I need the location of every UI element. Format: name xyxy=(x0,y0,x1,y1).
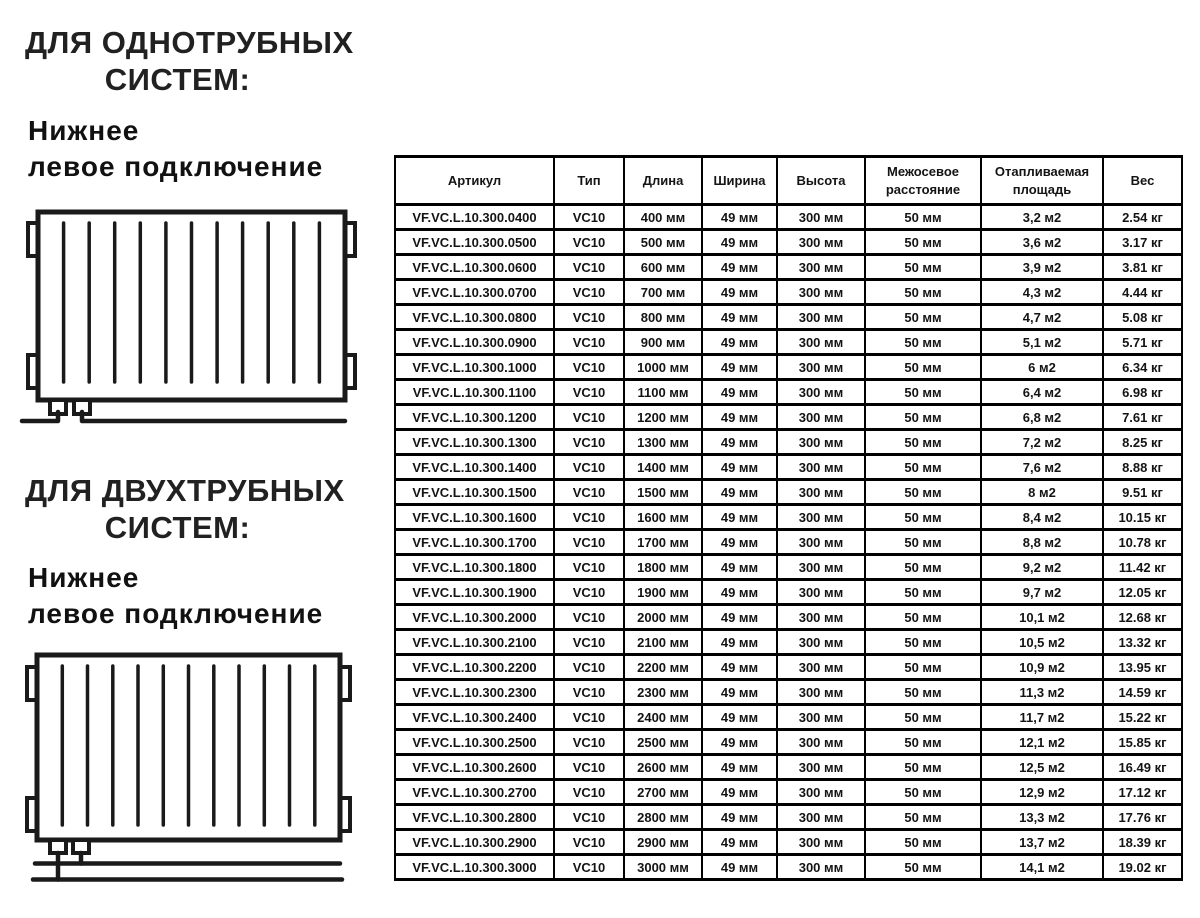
cell-weight: 17.76 кг xyxy=(1103,805,1182,830)
cell-width: 49 мм xyxy=(702,780,777,805)
cell-height: 300 мм xyxy=(777,255,865,280)
cell-weight: 4.44 кг xyxy=(1103,280,1182,305)
heading-line: СИСТЕМ: xyxy=(104,62,251,97)
cell-length: 1800 мм xyxy=(624,555,702,580)
cell-length: 600 мм xyxy=(624,255,702,280)
cell-type: VC10 xyxy=(554,605,624,630)
cell-heated-area: 6,8 м2 xyxy=(981,405,1103,430)
cell-length: 2800 мм xyxy=(624,805,702,830)
cell-height: 300 мм xyxy=(777,655,865,680)
cell-axle-distance: 50 мм xyxy=(865,305,981,330)
cell-axle-distance: 50 мм xyxy=(865,805,981,830)
subtitle-line: Нижнее xyxy=(28,562,140,593)
cell-axle-distance: 50 мм xyxy=(865,205,981,230)
cell-length: 1400 мм xyxy=(624,455,702,480)
cell-height: 300 мм xyxy=(777,530,865,555)
cell-article: VF.VC.L.10.300.0900 xyxy=(395,330,554,355)
cell-width: 49 мм xyxy=(702,530,777,555)
subtitle-line: левое подключение xyxy=(28,598,324,629)
cell-article: VF.VC.L.10.300.2700 xyxy=(395,780,554,805)
column-header-length: Длина xyxy=(624,157,702,205)
cell-article: VF.VC.L.10.300.3000 xyxy=(395,855,554,880)
cell-length: 1900 мм xyxy=(624,580,702,605)
cell-heated-area: 14,1 м2 xyxy=(981,855,1103,880)
cell-height: 300 мм xyxy=(777,680,865,705)
table-row xyxy=(395,430,1182,455)
table-row xyxy=(395,330,1182,355)
cell-height: 300 мм xyxy=(777,580,865,605)
column-header-height: Высота xyxy=(777,157,865,205)
cell-axle-distance: 50 мм xyxy=(865,680,981,705)
cell-axle-distance: 50 мм xyxy=(865,780,981,805)
table-row xyxy=(395,555,1182,580)
cell-width: 49 мм xyxy=(702,480,777,505)
spec-table-header xyxy=(395,157,1182,205)
cell-type: VC10 xyxy=(554,705,624,730)
cell-length: 2200 мм xyxy=(624,655,702,680)
cell-width: 49 мм xyxy=(702,355,777,380)
spec-table-body xyxy=(395,205,1182,880)
cell-weight: 8.25 кг xyxy=(1103,430,1182,455)
cell-type: VC10 xyxy=(554,230,624,255)
cell-width: 49 мм xyxy=(702,655,777,680)
cell-heated-area: 9,7 м2 xyxy=(981,580,1103,605)
cell-weight: 10.15 кг xyxy=(1103,505,1182,530)
table-row xyxy=(395,755,1182,780)
cell-height: 300 мм xyxy=(777,430,865,455)
cell-width: 49 мм xyxy=(702,555,777,580)
cell-type: VC10 xyxy=(554,855,624,880)
cell-weight: 15.22 кг xyxy=(1103,705,1182,730)
cell-width: 49 мм xyxy=(702,580,777,605)
cell-length: 1500 мм xyxy=(624,480,702,505)
cell-axle-distance: 50 мм xyxy=(865,555,981,580)
cell-type: VC10 xyxy=(554,505,624,530)
cell-length: 400 мм xyxy=(624,205,702,230)
cell-article: VF.VC.L.10.300.2100 xyxy=(395,630,554,655)
table-row xyxy=(395,255,1182,280)
table-row xyxy=(395,580,1182,605)
cell-axle-distance: 50 мм xyxy=(865,380,981,405)
table-row xyxy=(395,730,1182,755)
cell-type: VC10 xyxy=(554,630,624,655)
cell-article: VF.VC.L.10.300.1600 xyxy=(395,505,554,530)
cell-heated-area: 5,1 м2 xyxy=(981,330,1103,355)
cell-heated-area: 7,6 м2 xyxy=(981,455,1103,480)
cell-axle-distance: 50 мм xyxy=(865,430,981,455)
cell-width: 49 мм xyxy=(702,855,777,880)
cell-heated-area: 3,9 м2 xyxy=(981,255,1103,280)
cell-weight: 9.51 кг xyxy=(1103,480,1182,505)
cell-width: 49 мм xyxy=(702,630,777,655)
cell-height: 300 мм xyxy=(777,830,865,855)
table-row xyxy=(395,305,1182,330)
cell-type: VC10 xyxy=(554,830,624,855)
cell-type: VC10 xyxy=(554,330,624,355)
cell-width: 49 мм xyxy=(702,280,777,305)
cell-width: 49 мм xyxy=(702,705,777,730)
cell-weight: 13.95 кг xyxy=(1103,655,1182,680)
cell-length: 2500 мм xyxy=(624,730,702,755)
cell-weight: 8.88 кг xyxy=(1103,455,1182,480)
cell-article: VF.VC.L.10.300.0600 xyxy=(395,255,554,280)
cell-length: 2300 мм xyxy=(624,680,702,705)
cell-heated-area: 13,7 м2 xyxy=(981,830,1103,855)
cell-width: 49 мм xyxy=(702,405,777,430)
cell-axle-distance: 50 мм xyxy=(865,280,981,305)
cell-length: 800 мм xyxy=(624,305,702,330)
cell-weight: 2.54 кг xyxy=(1103,205,1182,230)
cell-heated-area: 11,7 м2 xyxy=(981,705,1103,730)
cell-heated-area: 10,1 м2 xyxy=(981,605,1103,630)
cell-article: VF.VC.L.10.300.2900 xyxy=(395,830,554,855)
table-row xyxy=(395,655,1182,680)
cell-length: 2100 мм xyxy=(624,630,702,655)
subtitle-line: Нижнее xyxy=(28,115,140,146)
cell-width: 49 мм xyxy=(702,305,777,330)
cell-width: 49 мм xyxy=(702,730,777,755)
table-row xyxy=(395,705,1182,730)
cell-heated-area: 4,7 м2 xyxy=(981,305,1103,330)
cell-article: VF.VC.L.10.300.1300 xyxy=(395,430,554,455)
cell-length: 3000 мм xyxy=(624,855,702,880)
cell-heated-area: 6,4 м2 xyxy=(981,380,1103,405)
cell-weight: 17.12 кг xyxy=(1103,780,1182,805)
cell-height: 300 мм xyxy=(777,405,865,430)
cell-length: 1600 мм xyxy=(624,505,702,530)
cell-article: VF.VC.L.10.300.1900 xyxy=(395,580,554,605)
cell-article: VF.VC.L.10.300.1400 xyxy=(395,455,554,480)
cell-heated-area: 3,6 м2 xyxy=(981,230,1103,255)
cell-type: VC10 xyxy=(554,805,624,830)
table-row xyxy=(395,530,1182,555)
cell-type: VC10 xyxy=(554,580,624,605)
cell-weight: 12.68 кг xyxy=(1103,605,1182,630)
cell-type: VC10 xyxy=(554,355,624,380)
cell-axle-distance: 50 мм xyxy=(865,755,981,780)
cell-article: VF.VC.L.10.300.1800 xyxy=(395,555,554,580)
subtitle-line: левое подключение xyxy=(28,151,324,182)
spec-table xyxy=(394,155,1183,881)
cell-height: 300 мм xyxy=(777,755,865,780)
cell-height: 300 мм xyxy=(777,630,865,655)
supply-pipe xyxy=(82,412,345,421)
cell-article: VF.VC.L.10.300.0400 xyxy=(395,205,554,230)
cell-weight: 19.02 кг xyxy=(1103,855,1182,880)
cell-article: VF.VC.L.10.300.1700 xyxy=(395,530,554,555)
cell-axle-distance: 50 мм xyxy=(865,855,981,880)
cell-height: 300 мм xyxy=(777,280,865,305)
table-row xyxy=(395,605,1182,630)
cell-axle-distance: 50 мм xyxy=(865,505,981,530)
cell-article: VF.VC.L.10.300.2500 xyxy=(395,730,554,755)
cell-axle-distance: 50 мм xyxy=(865,580,981,605)
connection-label-two-pipe xyxy=(28,560,323,632)
cell-width: 49 мм xyxy=(702,805,777,830)
column-header-width: Ширина xyxy=(702,157,777,205)
cell-article: VF.VC.L.10.300.1500 xyxy=(395,480,554,505)
cell-type: VC10 xyxy=(554,280,624,305)
cell-type: VC10 xyxy=(554,380,624,405)
cell-article: VF.VC.L.10.300.2000 xyxy=(395,605,554,630)
cell-axle-distance: 50 мм xyxy=(865,830,981,855)
column-header-type: Тип xyxy=(554,157,624,205)
cell-article: VF.VC.L.10.300.0500 xyxy=(395,230,554,255)
cell-article: VF.VC.L.10.300.0800 xyxy=(395,305,554,330)
cell-length: 1100 мм xyxy=(624,380,702,405)
cell-axle-distance: 50 мм xyxy=(865,405,981,430)
cell-type: VC10 xyxy=(554,755,624,780)
cell-width: 49 мм xyxy=(702,755,777,780)
column-header-article: Артикул xyxy=(395,157,554,205)
cell-type: VC10 xyxy=(554,530,624,555)
cell-weight: 3.81 кг xyxy=(1103,255,1182,280)
cell-length: 2700 мм xyxy=(624,780,702,805)
cell-width: 49 мм xyxy=(702,330,777,355)
cell-length: 2400 мм xyxy=(624,705,702,730)
cell-type: VC10 xyxy=(554,730,624,755)
single-pipe-lines xyxy=(22,412,345,421)
cell-width: 49 мм xyxy=(702,205,777,230)
table-row xyxy=(395,805,1182,830)
cell-article: VF.VC.L.10.300.0700 xyxy=(395,280,554,305)
cell-type: VC10 xyxy=(554,255,624,280)
cell-weight: 6.98 кг xyxy=(1103,380,1182,405)
cell-type: VC10 xyxy=(554,430,624,455)
cell-axle-distance: 50 мм xyxy=(865,330,981,355)
column-header-axle-distance: Межосевое расстояние xyxy=(865,157,981,205)
cell-width: 49 мм xyxy=(702,430,777,455)
cell-weight: 3.17 кг xyxy=(1103,230,1182,255)
cell-width: 49 мм xyxy=(702,380,777,405)
cell-heated-area: 13,3 м2 xyxy=(981,805,1103,830)
section-heading-single-pipe xyxy=(25,24,354,98)
cell-type: VC10 xyxy=(554,780,624,805)
cell-type: VC10 xyxy=(554,480,624,505)
cell-length: 1300 мм xyxy=(624,430,702,455)
cell-heated-area: 8,8 м2 xyxy=(981,530,1103,555)
cell-width: 49 мм xyxy=(702,455,777,480)
heading-line: ДЛЯ ДВУХТРУБНЫХ xyxy=(25,473,345,508)
cell-length: 500 мм xyxy=(624,230,702,255)
cell-article: VF.VC.L.10.300.2800 xyxy=(395,805,554,830)
cell-article: VF.VC.L.10.300.2300 xyxy=(395,680,554,705)
two-pipe-lines xyxy=(33,853,342,880)
radiator-diagram-single-pipe-bottom-left xyxy=(12,203,357,433)
cell-heated-area: 9,2 м2 xyxy=(981,555,1103,580)
table-row xyxy=(395,405,1182,430)
cell-heated-area: 7,2 м2 xyxy=(981,430,1103,455)
cell-height: 300 мм xyxy=(777,480,865,505)
table-row xyxy=(395,355,1182,380)
cell-length: 900 мм xyxy=(624,330,702,355)
table-row xyxy=(395,680,1182,705)
cell-height: 300 мм xyxy=(777,230,865,255)
cell-weight: 5.71 кг xyxy=(1103,330,1182,355)
cell-height: 300 мм xyxy=(777,380,865,405)
cell-weight: 14.59 кг xyxy=(1103,680,1182,705)
cell-length: 2900 мм xyxy=(624,830,702,855)
table-row xyxy=(395,855,1182,880)
heading-line: СИСТЕМ: xyxy=(104,510,251,545)
cell-height: 300 мм xyxy=(777,455,865,480)
cell-weight: 18.39 кг xyxy=(1103,830,1182,855)
cell-weight: 16.49 кг xyxy=(1103,755,1182,780)
cell-heated-area: 10,9 м2 xyxy=(981,655,1103,680)
cell-heated-area: 11,3 м2 xyxy=(981,680,1103,705)
header-row xyxy=(395,157,1182,205)
cell-type: VC10 xyxy=(554,305,624,330)
table-row xyxy=(395,830,1182,855)
section-heading-two-pipe xyxy=(25,472,345,546)
cell-width: 49 мм xyxy=(702,830,777,855)
cell-heated-area: 12,9 м2 xyxy=(981,780,1103,805)
cell-height: 300 мм xyxy=(777,330,865,355)
column-header-heated-area: Отапливаемая площадь xyxy=(981,157,1103,205)
table-row xyxy=(395,205,1182,230)
cell-height: 300 мм xyxy=(777,205,865,230)
table-row xyxy=(395,380,1182,405)
cell-weight: 11.42 кг xyxy=(1103,555,1182,580)
cell-article: VF.VC.L.10.300.2600 xyxy=(395,755,554,780)
cell-axle-distance: 50 мм xyxy=(865,630,981,655)
cell-height: 300 мм xyxy=(777,305,865,330)
cell-type: VC10 xyxy=(554,205,624,230)
table-row xyxy=(395,280,1182,305)
table-row xyxy=(395,505,1182,530)
cell-type: VC10 xyxy=(554,455,624,480)
cell-axle-distance: 50 мм xyxy=(865,605,981,630)
cell-width: 49 мм xyxy=(702,680,777,705)
table-row xyxy=(395,480,1182,505)
column-header-weight: Вес xyxy=(1103,157,1182,205)
cell-weight: 15.85 кг xyxy=(1103,730,1182,755)
cell-height: 300 мм xyxy=(777,505,865,530)
cell-type: VC10 xyxy=(554,405,624,430)
cell-heated-area: 6 м2 xyxy=(981,355,1103,380)
cell-weight: 7.61 кг xyxy=(1103,405,1182,430)
cell-heated-area: 12,1 м2 xyxy=(981,730,1103,755)
connection-label-single-pipe xyxy=(28,113,323,185)
cell-width: 49 мм xyxy=(702,230,777,255)
cell-axle-distance: 50 мм xyxy=(865,480,981,505)
cell-weight: 12.05 кг xyxy=(1103,580,1182,605)
table-row xyxy=(395,780,1182,805)
cell-height: 300 мм xyxy=(777,730,865,755)
table-row xyxy=(395,455,1182,480)
table-row xyxy=(395,630,1182,655)
cell-heated-area: 3,2 м2 xyxy=(981,205,1103,230)
cell-weight: 6.34 кг xyxy=(1103,355,1182,380)
cell-length: 1200 мм xyxy=(624,405,702,430)
cell-axle-distance: 50 мм xyxy=(865,455,981,480)
radiator-diagram-two-pipe-bottom-left xyxy=(12,648,357,893)
cell-weight: 5.08 кг xyxy=(1103,305,1182,330)
cell-axle-distance: 50 мм xyxy=(865,705,981,730)
cell-height: 300 мм xyxy=(777,355,865,380)
cell-axle-distance: 50 мм xyxy=(865,355,981,380)
cell-height: 300 мм xyxy=(777,805,865,830)
cell-article: VF.VC.L.10.300.2400 xyxy=(395,705,554,730)
cell-weight: 13.32 кг xyxy=(1103,630,1182,655)
cell-axle-distance: 50 мм xyxy=(865,230,981,255)
cell-axle-distance: 50 мм xyxy=(865,655,981,680)
cell-height: 300 мм xyxy=(777,605,865,630)
cell-heated-area: 4,3 м2 xyxy=(981,280,1103,305)
cell-length: 1000 мм xyxy=(624,355,702,380)
table-row xyxy=(395,230,1182,255)
cell-heated-area: 8,4 м2 xyxy=(981,505,1103,530)
cell-heated-area: 10,5 м2 xyxy=(981,630,1103,655)
cell-type: VC10 xyxy=(554,555,624,580)
cell-height: 300 мм xyxy=(777,555,865,580)
cell-type: VC10 xyxy=(554,680,624,705)
cell-width: 49 мм xyxy=(702,605,777,630)
cell-length: 700 мм xyxy=(624,280,702,305)
cell-height: 300 мм xyxy=(777,705,865,730)
cell-article: VF.VC.L.10.300.1100 xyxy=(395,380,554,405)
cell-width: 49 мм xyxy=(702,255,777,280)
cell-heated-area: 8 м2 xyxy=(981,480,1103,505)
cell-article: VF.VC.L.10.300.1200 xyxy=(395,405,554,430)
cell-article: VF.VC.L.10.300.2200 xyxy=(395,655,554,680)
cell-width: 49 мм xyxy=(702,505,777,530)
cell-article: VF.VC.L.10.300.1000 xyxy=(395,355,554,380)
cell-length: 2600 мм xyxy=(624,755,702,780)
cell-axle-distance: 50 мм xyxy=(865,530,981,555)
cell-height: 300 мм xyxy=(777,855,865,880)
cell-weight: 10.78 кг xyxy=(1103,530,1182,555)
cell-axle-distance: 50 мм xyxy=(865,730,981,755)
cell-length: 2000 мм xyxy=(624,605,702,630)
cell-heated-area: 12,5 м2 xyxy=(981,755,1103,780)
cell-length: 1700 мм xyxy=(624,530,702,555)
cell-type: VC10 xyxy=(554,655,624,680)
cell-height: 300 мм xyxy=(777,780,865,805)
cell-axle-distance: 50 мм xyxy=(865,255,981,280)
heading-line: ДЛЯ ОДНОТРУБНЫХ xyxy=(25,25,354,60)
